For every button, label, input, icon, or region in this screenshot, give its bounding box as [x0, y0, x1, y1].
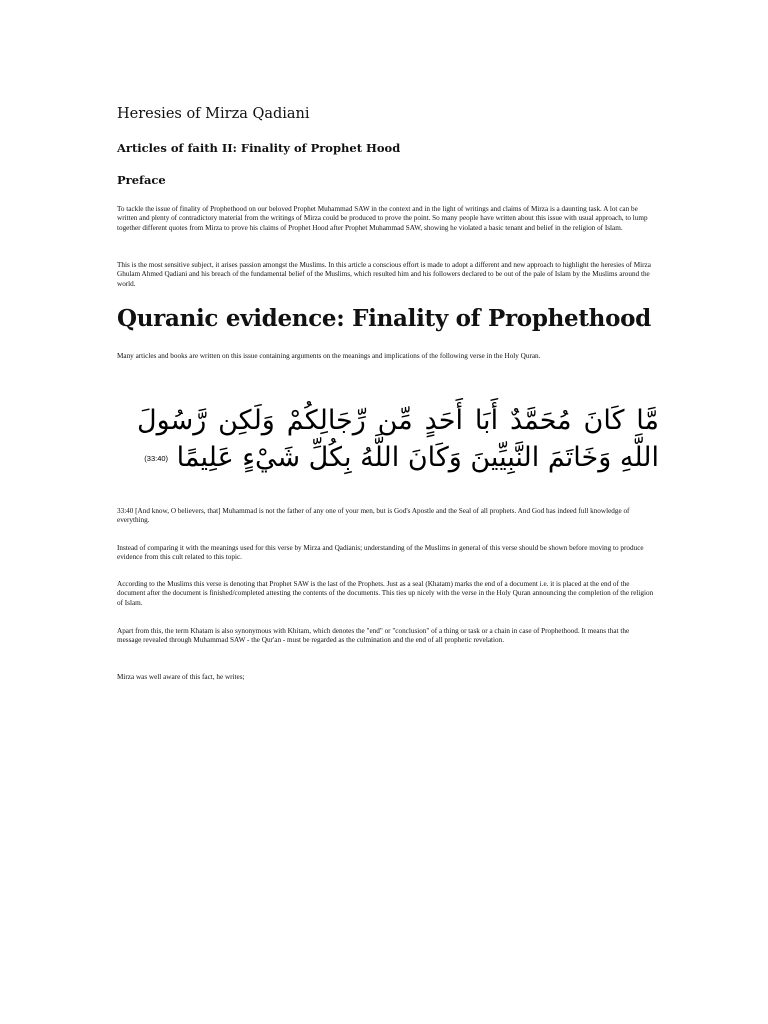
body-paragraph-4: Mirza was well aware of this fact, he writes;: [117, 673, 245, 681]
section-intro-paragraph: Many articles and books are written on this issue containing arguments on the meanings and implications of the following verse in the Holy Quran.: [117, 352, 541, 360]
preface-heading: Preface: [117, 173, 166, 187]
body-paragraph-2: According to the Muslims this verse is denoting that Prophet SAW is the last of the Prophets. Just as a seal (Khatam) marks the end of a document i.e. it is placed at the end of the document after the document is finished/completed attesting the contents of the documents. This ties up nicely with the verse in the Holy Quran announcing the completion of the religion of Islam.: [117, 580, 654, 607]
quran-verse: [137, 402, 659, 477]
quran-verse-text: مَّا كَانَ مُحَمَّدٌ أَبَا أَحَدٍ مِّن رِّجَالِكُمْ وَلَكِن رَّسُولَ اللَّهِ وَخَاتَمَ النَّبِيِّينَ وَكَانَ اللَّهُ بِكُلِّ شَيْءٍ عَلِيمًا: [137, 405, 659, 473]
body-paragraph-1: Instead of comparing it with the meanings used for this verse by Mirza and Qadianis; understanding of the Muslims in general of this verse should be shown before moving to produce evidence from this cult related to this topic.: [117, 544, 644, 562]
document-subtitle: Articles of faith II: Finality of Prophet Hood: [117, 141, 401, 155]
preface-paragraph-1: To tackle the issue of finality of Prophethood on our beloved Prophet Muhammad SAW in the context and in the light of writings and claims of Mirza is a daunting task. A lot can be written and plenty of contradictory material from the writings of Mirza could be produced to prove the point. So many people have written about this issue with usual approach, to lump together different quotes from Mirza to prove his claims of Prophet Hood after Prophet Muhammad SAW, showing he violated a basic tenant and belief in the religion of Islam.: [117, 205, 648, 232]
verse-reference: (33:40): [144, 454, 169, 463]
preface-paragraph-2: This is the most sensitive subject, it arises passion amongst the Muslims. In this article a conscious effort is made to adopt a different and new approach to highlight the heresies of Mirza Ghulam Ahmed Qadiani and his breach of the fundamental belief of the Muslims, which resulted him and his followers declared to be out of the pale of Islam by the Muslims around the world.: [117, 261, 651, 288]
body-paragraph-3: Apart from this, the term Khatam is also synonymous with Khitam, which denotes the "end" or "conclusion" of a thing or task or a chain in case of Prophethood. It means that the message revealed through Muhammad SAW - the Qur'an - must be regarded as the culmination and the end of all prophetic revelation.: [117, 627, 630, 645]
verse-translation-paragraph: 33:40 [And know, O believers, that] Muhammad is not the father of any one of your men, but is God's Apostle and the Seal of all prophets. And God has indeed full knowledge of everything.: [117, 507, 630, 525]
section-heading: Quranic evidence: Finality of Prophethood: [117, 305, 651, 332]
document-title: Heresies of Mirza Qadiani: [117, 106, 310, 122]
